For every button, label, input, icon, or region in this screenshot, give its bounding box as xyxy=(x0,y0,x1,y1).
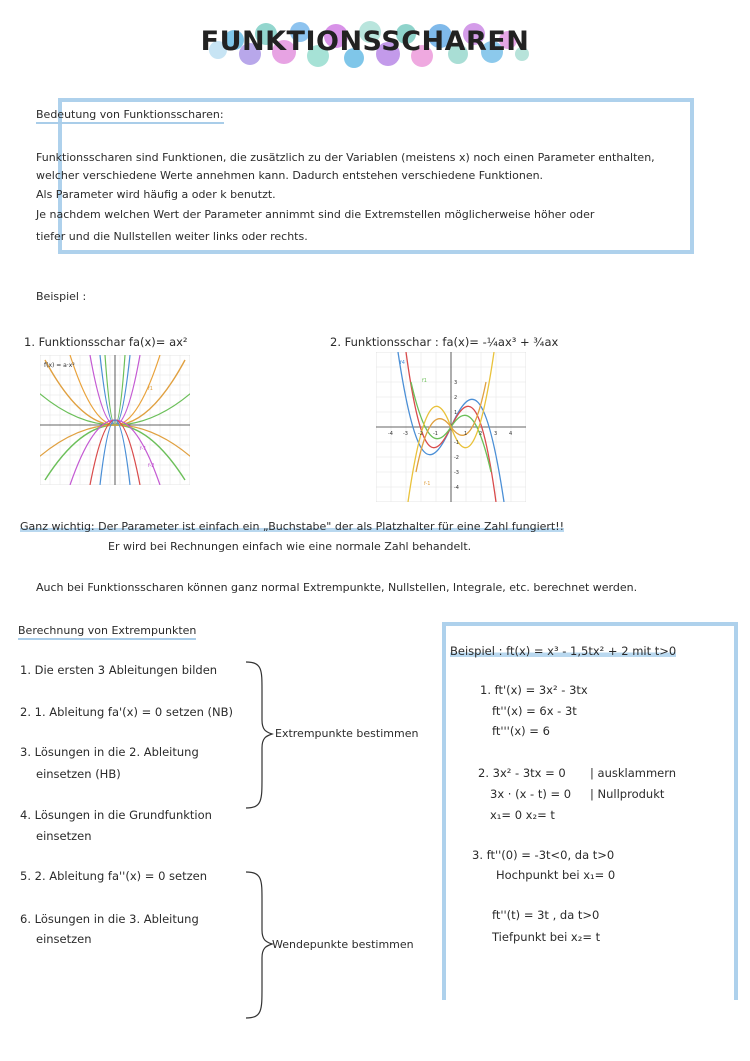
step-4: 4. Lösungen in die Grundfunktion xyxy=(20,808,212,822)
step-4b: einsetzen xyxy=(36,829,92,843)
svg-text:3: 3 xyxy=(494,431,498,437)
step-5: 5. 2. Ableitung fa''(x) = 0 setzen xyxy=(20,869,208,883)
example3-s2c: x₁= 0 x₂= t xyxy=(490,808,555,822)
svg-text:2: 2 xyxy=(454,395,458,401)
step-1: 1. Die ersten 3 Ableitungen bilden xyxy=(20,663,218,677)
example3-s2a-note: | ausklammern xyxy=(590,766,677,780)
svg-text:-1: -1 xyxy=(433,431,438,437)
step-3b: einsetzen (HB) xyxy=(36,767,121,781)
example3-s3d: Tiefpunkt bei x₂= t xyxy=(492,930,601,944)
svg-text:-4: -4 xyxy=(388,431,393,437)
brace1-label: Extrempunkte bestimmen xyxy=(275,727,419,740)
brace-1 xyxy=(244,660,274,810)
example3-d1: 1. ft'(x) = 3x² - 3tx xyxy=(480,683,588,697)
svg-text:3: 3 xyxy=(454,380,458,386)
example2-label: 2. Funktionsschar : fa(x)= -¼ax³ + ¾ax xyxy=(330,335,559,349)
step-6: 6. Lösungen in die 3. Ableitung xyxy=(20,912,199,926)
example3-s3b: Hochpunkt bei x₁= 0 xyxy=(496,868,616,882)
curve-label: f4 xyxy=(400,360,405,366)
page-title: FUNKTIONSSCHAREN xyxy=(200,26,530,57)
example1-graph-title: f(x) = a·x² xyxy=(44,362,75,369)
svg-text:-3: -3 xyxy=(403,431,408,437)
example2-graph xyxy=(376,352,526,502)
example-label: Beispiel : xyxy=(36,290,87,303)
meaning-line-4: Je nachdem welchen Wert der Parameter annimmt sind die Extremstellen möglicherweise höher oder xyxy=(36,208,595,221)
svg-text:-2: -2 xyxy=(418,431,423,437)
meaning-line-2: welcher verschiedene Werte annehmen kann. Dadurch entstehen verschiedene Funktionen. xyxy=(36,169,544,182)
svg-text:1: 1 xyxy=(454,410,458,416)
title-area xyxy=(200,10,530,80)
curve-label: f-1 xyxy=(424,481,431,487)
example3-s3a: 3. ft''(0) = -3t<0, da t>0 xyxy=(472,848,615,862)
curve-label: f1 xyxy=(148,386,153,392)
step-6b: einsetzen xyxy=(36,932,92,946)
example3-s2b-note: | Nullprodukt xyxy=(590,787,665,801)
meaning-line-3: Als Parameter wird häufig a oder k benutzt. xyxy=(36,188,276,201)
example3-s2b: 3x · (x - t) = 0 xyxy=(490,787,572,801)
svg-text:-2: -2 xyxy=(454,455,459,461)
curve-label: f1 xyxy=(422,378,427,384)
example3-s3c: ft''(t) = 3t , da t>0 xyxy=(492,908,600,922)
meaning-heading: Bedeutung von Funktionsscharen: xyxy=(36,108,224,124)
calc-heading: Berechnung von Extrempunkten xyxy=(18,624,196,640)
svg-text:1: 1 xyxy=(464,431,468,437)
curve-label: f-1 xyxy=(140,446,147,452)
svg-text:4: 4 xyxy=(509,431,513,437)
example1-graph xyxy=(40,355,190,485)
note-line-2: Er wird bei Rechnungen einfach wie eine normale Zahl behandelt. xyxy=(108,540,472,553)
curve-label: f-2 xyxy=(148,463,155,469)
brace2-label: Wendepunkte bestimmen xyxy=(272,938,414,951)
example3-d2: ft''(x) = 6x - 3t xyxy=(492,704,577,718)
example3-s2a: 2. 3x² - 3tx = 0 xyxy=(478,766,566,780)
example1-label: 1. Funktionsschar fa(x)= ax² xyxy=(24,335,188,349)
example3-heading: Beispiel : ft(x) = x³ - 1,5tx² + 2 mit t>0 xyxy=(450,644,677,658)
svg-text:2: 2 xyxy=(479,431,483,437)
example3-d3: ft'''(x) = 6 xyxy=(492,724,550,738)
also-text: Auch bei Funktionsscharen können ganz normal Extrempunkte, Nullstellen, Integrale, etc. berechnet werden. xyxy=(36,581,638,594)
svg-text:-1: -1 xyxy=(454,440,459,446)
note-line-1: Ganz wichtig: Der Parameter ist einfach ein „Buchstabe" der als Platzhalter für eine Zahl fungiert!! xyxy=(20,520,565,533)
meaning-line-1: Funktionsscharen sind Funktionen, die zusätzlich zu der Variablen (meistens x) noch einen Parameter enthalten, xyxy=(36,151,655,164)
step-3: 3. Lösungen in die 2. Ableitung xyxy=(20,745,199,759)
svg-text:-4: -4 xyxy=(454,485,459,491)
svg-text:-3: -3 xyxy=(454,470,459,476)
brace-2 xyxy=(244,870,274,1020)
meaning-line-5: tiefer und die Nullstellen weiter links oder rechts. xyxy=(36,230,308,243)
step-2: 2. 1. Ableitung fa'(x) = 0 setzen (NB) xyxy=(20,705,233,719)
